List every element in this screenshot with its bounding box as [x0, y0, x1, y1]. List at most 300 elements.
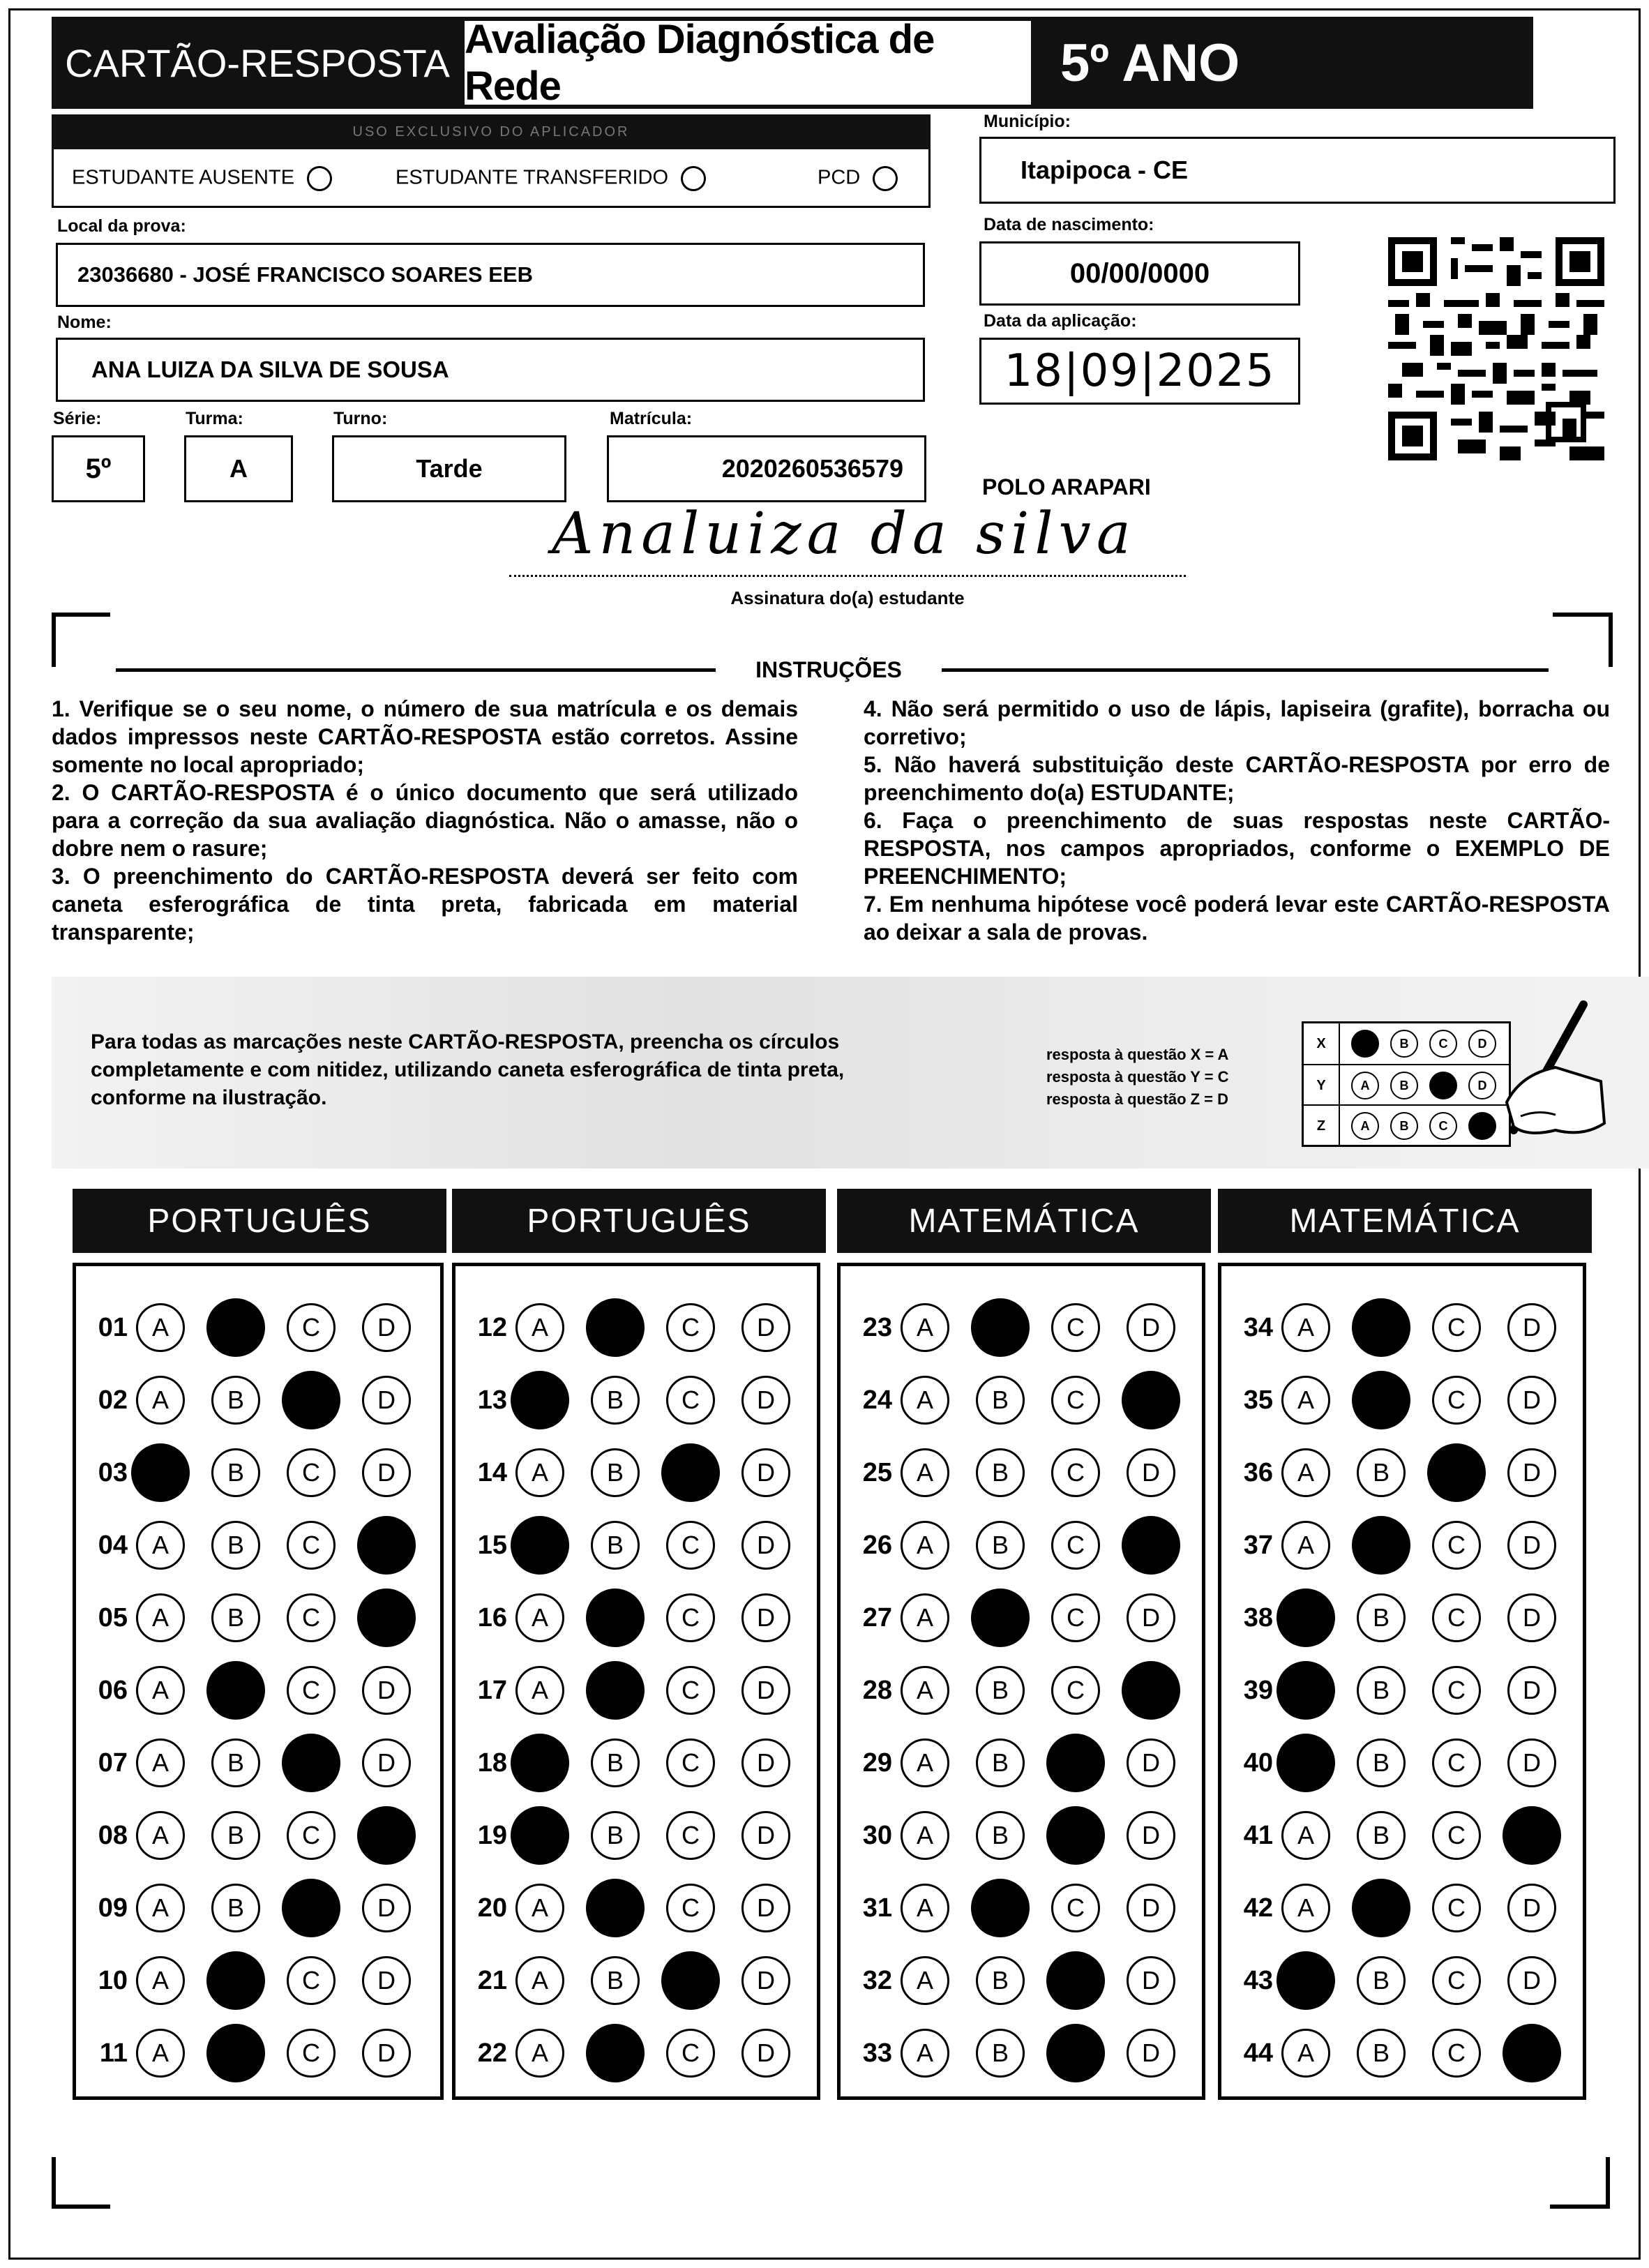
question-row [455, 1876, 790, 1940]
answer-bubble[interactable]: A [136, 1956, 185, 2005]
answer-bubble[interactable]: A [136, 1593, 185, 1642]
turma-label: Turma: [186, 409, 243, 428]
question-row [455, 1368, 790, 1432]
question-row [76, 1513, 411, 1577]
option-group [901, 1298, 1175, 1357]
option-group [901, 1589, 1175, 1647]
question-row [841, 1368, 1175, 1432]
app-date-field: 18|09|2025 [979, 338, 1300, 405]
answer-bubble-filled[interactable] [282, 1879, 340, 1937]
question-row [76, 1296, 411, 1360]
answer-bubble[interactable]: D [1507, 1448, 1556, 1497]
question-row [76, 2021, 411, 2085]
example-bubble: A [1351, 1072, 1379, 1099]
answer-bubble[interactable]: C [1432, 1376, 1481, 1425]
answer-bubble[interactable]: B [976, 1448, 1025, 1497]
question-row [1221, 2021, 1556, 2085]
question-number: 06 [98, 1675, 128, 1705]
answer-bubble[interactable]: C [666, 1884, 715, 1932]
answer-bubble[interactable]: D [362, 1956, 411, 2005]
answer-bubble[interactable]: A [901, 1956, 949, 2005]
answer-bubble[interactable]: C [1432, 1884, 1481, 1932]
answer-bubble[interactable]: D [1507, 1884, 1556, 1932]
answer-bubble[interactable]: C [287, 2029, 336, 2078]
answer-bubble[interactable]: D [1127, 1448, 1175, 1497]
answer-bubble[interactable]: A [901, 1811, 949, 1860]
answer-bubble[interactable]: A [515, 1303, 564, 1352]
example-bubble: D [1468, 1030, 1496, 1058]
answer-bubble-filled[interactable] [586, 2024, 645, 2082]
question-number: 26 [862, 1530, 892, 1560]
answer-bubble-filled[interactable] [511, 1806, 569, 1865]
answer-bubble-filled[interactable] [586, 1589, 645, 1647]
option-group [136, 1806, 411, 1865]
answer-bubble[interactable]: A [515, 1884, 564, 1932]
answer-bubble[interactable]: B [1357, 1956, 1406, 2005]
question-row [76, 1948, 411, 2013]
answer-bubble-filled[interactable] [206, 1298, 265, 1357]
question-number: 36 [1243, 1457, 1273, 1487]
example-question-letter: Z [1304, 1106, 1340, 1146]
option-group [901, 1806, 1175, 1865]
absent-checkbox[interactable] [307, 166, 332, 191]
option-group [901, 1734, 1175, 1792]
answer-bubble[interactable]: A [1281, 1521, 1330, 1570]
answer-bubble[interactable]: D [1507, 1593, 1556, 1642]
answer-bubble[interactable]: C [1051, 1376, 1100, 1425]
option-group [901, 1661, 1175, 1720]
signature-label: Assinatura do(a) estudante [730, 587, 965, 608]
question-row [76, 1441, 411, 1505]
turno-label: Turno: [333, 409, 388, 428]
answer-bubble[interactable]: D [1507, 1956, 1556, 2005]
answer-bubble[interactable]: C [1432, 1521, 1481, 1570]
answer-column [73, 1263, 444, 2100]
answer-bubble[interactable]: C [1432, 1303, 1481, 1352]
answer-bubble-filled[interactable] [1122, 1516, 1180, 1575]
instruction-item: 1. Verifique se o seu nome, o número de sua matrícula e os demais dados impressos neste CARTÃO-RESPOSTA estão corretos. Assine somente no local apropriado; [52, 696, 798, 777]
answer-bubble[interactable]: A [515, 1448, 564, 1497]
answer-bubble[interactable]: A [136, 1738, 185, 1787]
answer-bubble[interactable]: D [362, 1448, 411, 1497]
birth-field: 00/00/0000 [979, 241, 1300, 306]
answer-bubble[interactable]: A [901, 1666, 949, 1715]
question-number: 09 [98, 1893, 128, 1923]
answer-bubble[interactable]: A [136, 2029, 185, 2078]
answer-bubble[interactable]: C [1051, 1448, 1100, 1497]
answer-bubble-filled[interactable] [1046, 1734, 1105, 1792]
instructions-left [52, 695, 798, 946]
answer-bubble[interactable]: D [741, 1448, 790, 1497]
answer-bubble-filled[interactable] [1352, 1516, 1410, 1575]
answer-bubble[interactable]: D [1127, 1956, 1175, 2005]
answer-bubble[interactable]: C [666, 1593, 715, 1642]
instructions-rule-right [942, 668, 1549, 672]
question-row [76, 1731, 411, 1795]
answer-bubble[interactable]: D [741, 1884, 790, 1932]
answer-bubble[interactable]: D [362, 1376, 411, 1425]
answer-bubble[interactable]: A [901, 2029, 949, 2078]
answer-bubble[interactable]: C [666, 1738, 715, 1787]
option-group [515, 1879, 790, 1937]
answer-bubble-filled[interactable] [282, 1734, 340, 1792]
answer-bubble[interactable]: C [287, 1593, 336, 1642]
question-number: 21 [477, 1965, 507, 1995]
answer-bubble[interactable]: C [287, 1956, 336, 2005]
question-number: 33 [862, 2038, 892, 2068]
example-bubble-filled [1429, 1072, 1457, 1099]
answer-bubble[interactable]: D [741, 1376, 790, 1425]
option-group [901, 1879, 1175, 1937]
answer-bubble[interactable]: C [1051, 1666, 1100, 1715]
question-number: 08 [98, 1820, 128, 1850]
question-row [841, 1513, 1175, 1577]
answer-bubble-filled[interactable] [357, 1589, 416, 1647]
answer-bubble-filled[interactable] [586, 1879, 645, 1937]
answer-bubble[interactable]: B [211, 1521, 260, 1570]
question-number: 12 [477, 1312, 507, 1342]
exam-title: Avaliação Diagnóstica de Rede [465, 21, 1031, 105]
answer-bubble-filled[interactable] [661, 1951, 720, 2010]
subject-header: PORTUGUÊS [73, 1189, 446, 1253]
answer-bubble-filled[interactable] [1352, 1371, 1410, 1429]
corner-mark-bottom-left [52, 2157, 110, 2209]
answer-bubble-filled[interactable] [971, 1589, 1030, 1647]
answer-bubble[interactable]: D [1507, 1738, 1556, 1787]
answer-bubble-filled[interactable] [206, 1951, 265, 2010]
answer-bubble[interactable]: C [287, 1521, 336, 1570]
question-row [76, 1368, 411, 1432]
example-row [1304, 1104, 1509, 1146]
answer-bubble-filled[interactable] [586, 1298, 645, 1357]
pcd-label: PCD [818, 166, 861, 189]
answer-bubble-filled[interactable] [586, 1661, 645, 1720]
card-title: CARTÃO-RESPOSTA [65, 40, 450, 85]
serie-label: Série: [53, 409, 102, 428]
answer-bubble[interactable]: D [362, 1738, 411, 1787]
answer-bubble[interactable]: D [1127, 1303, 1175, 1352]
answer-bubble[interactable]: C [1432, 1593, 1481, 1642]
example-legend-item: resposta à questão Y = C [1046, 1068, 1229, 1086]
answer-bubble[interactable]: A [136, 1303, 185, 1352]
question-number: 43 [1243, 1965, 1273, 1995]
app-date-label: Data da aplicação: [984, 311, 1137, 331]
transferred-checkbox[interactable] [681, 166, 706, 191]
answer-bubble[interactable]: B [976, 1521, 1025, 1570]
question-row [455, 1586, 790, 1650]
answer-bubble[interactable]: A [136, 1811, 185, 1860]
answer-bubble[interactable]: B [1357, 1448, 1406, 1497]
option-group [1281, 1951, 1556, 2010]
answer-bubble[interactable]: C [1432, 1956, 1481, 2005]
answer-bubble[interactable]: D [741, 1738, 790, 1787]
option-group [136, 1371, 411, 1429]
answer-bubble[interactable]: D [741, 2029, 790, 2078]
corner-mark-bottom-right [1550, 2157, 1610, 2209]
example-text: Para todas as marcações neste CARTÃO-RESPOSTA, preencha os círculos completamente e com nitidez, utilizando caneta esferográfica de tinta preta, conforme na ilustração. [91, 1030, 845, 1109]
answer-bubble[interactable]: B [1357, 2029, 1406, 2078]
answer-bubble[interactable]: C [287, 1666, 336, 1715]
answer-bubble-filled[interactable] [1122, 1661, 1180, 1720]
question-row [76, 1658, 411, 1722]
answer-bubble[interactable]: A [901, 1738, 949, 1787]
question-row [455, 1731, 790, 1795]
option-group [515, 1734, 790, 1792]
answer-bubble[interactable]: A [1281, 1884, 1330, 1932]
answer-bubble[interactable]: A [136, 1884, 185, 1932]
answer-bubble-filled[interactable] [357, 1516, 416, 1575]
question-number: 18 [477, 1748, 507, 1778]
question-row [455, 1948, 790, 2013]
instruction-item: 5. Não haverá substituição deste CARTÃO-RESPOSTA por erro de preenchimento do(a) ESTUDANTE; [864, 752, 1610, 805]
answer-bubble[interactable]: B [591, 1376, 640, 1425]
instruction-item: 7. Em nenhuma hipótese você poderá levar este CARTÃO-RESPOSTA ao deixar a sala de provas. [864, 892, 1610, 945]
answer-bubble[interactable]: D [1127, 2029, 1175, 2078]
question-number: 38 [1243, 1602, 1273, 1632]
grade-label: 5º ANO [1060, 33, 1240, 93]
answer-bubble-filled[interactable] [1046, 2024, 1105, 2082]
question-number: 20 [477, 1893, 507, 1923]
option-group [515, 1516, 790, 1575]
answer-bubble-filled[interactable] [1427, 1443, 1486, 1502]
answer-bubble-filled[interactable] [971, 1879, 1030, 1937]
answer-bubble[interactable]: A [901, 1884, 949, 1932]
question-row [841, 1441, 1175, 1505]
answer-bubble[interactable]: A [136, 1666, 185, 1715]
answer-bubble[interactable]: C [666, 1811, 715, 1860]
option-group [515, 1806, 790, 1865]
answer-bubble[interactable]: C [666, 2029, 715, 2078]
answer-bubble-filled[interactable] [1046, 1806, 1105, 1865]
answer-bubble[interactable]: C [1051, 1884, 1100, 1932]
answer-bubble[interactable]: B [591, 1811, 640, 1860]
instruction-item: 2. O CARTÃO-RESPOSTA é o único documento que será utilizado para a correção da sua avaliação diagnóstica. Não o amasse, não o dobre nem o rasure; [52, 780, 798, 861]
option-group [136, 2024, 411, 2082]
option-group [1281, 1516, 1556, 1575]
answer-bubble[interactable]: B [1357, 1593, 1406, 1642]
question-number: 04 [98, 1530, 128, 1560]
answer-bubble[interactable]: C [666, 1666, 715, 1715]
answer-bubble-filled[interactable] [357, 1806, 416, 1865]
answer-bubble-filled[interactable] [511, 1734, 569, 1792]
question-number: 10 [98, 1965, 128, 1995]
example-bubble: B [1390, 1112, 1418, 1140]
answer-bubble[interactable]: D [362, 2029, 411, 2078]
subject-header: MATEMÁTICA [837, 1189, 1211, 1253]
answer-bubble[interactable]: B [211, 1811, 260, 1860]
question-number: 03 [98, 1457, 128, 1487]
answer-bubble[interactable]: A [136, 1521, 185, 1570]
answer-bubble[interactable]: A [901, 1593, 949, 1642]
answer-bubble[interactable]: D [1507, 1521, 1556, 1570]
answer-bubble-filled[interactable] [1277, 1951, 1335, 2010]
question-row [455, 2021, 790, 2085]
answer-bubble[interactable]: A [1281, 1303, 1330, 1352]
question-number: 14 [477, 1457, 507, 1487]
answer-bubble[interactable]: D [741, 1811, 790, 1860]
answer-bubble-filled[interactable] [1277, 1661, 1335, 1720]
answer-bubble[interactable]: A [515, 2029, 564, 2078]
example-row [1304, 1023, 1509, 1064]
answer-bubble[interactable]: A [515, 1666, 564, 1715]
answer-bubble[interactable]: C [1432, 1738, 1481, 1787]
corner-mark-top-left [52, 613, 110, 667]
answer-bubble-filled[interactable] [282, 1371, 340, 1429]
answer-bubble[interactable]: B [211, 1376, 260, 1425]
answer-bubble[interactable]: C [1051, 1593, 1100, 1642]
answer-bubble[interactable]: C [1432, 1666, 1481, 1715]
answer-column [1218, 1263, 1586, 2100]
answer-bubble[interactable]: D [362, 1303, 411, 1352]
option-group [515, 1371, 790, 1429]
answer-bubble[interactable]: B [591, 1448, 640, 1497]
question-row [1221, 1513, 1556, 1577]
option-group [515, 1589, 790, 1647]
question-row [1221, 1368, 1556, 1432]
answer-bubble[interactable]: D [741, 1593, 790, 1642]
answer-bubble[interactable]: A [515, 1593, 564, 1642]
answer-bubble[interactable]: D [1507, 1666, 1556, 1715]
answer-bubble[interactable]: A [901, 1521, 949, 1570]
answer-bubble-filled[interactable] [1277, 1589, 1335, 1647]
answer-bubble[interactable]: A [901, 1448, 949, 1497]
example-legend [1046, 1044, 1283, 1111]
option-group [136, 1443, 411, 1502]
question-row [1221, 1731, 1556, 1795]
question-number: 15 [477, 1530, 507, 1560]
answer-bubble[interactable]: B [976, 1666, 1025, 1715]
answer-bubble[interactable]: A [1281, 1376, 1330, 1425]
answer-bubble[interactable]: B [1357, 1666, 1406, 1715]
answer-bubble[interactable]: C [1051, 1303, 1100, 1352]
signature-line [509, 575, 1186, 577]
example-bubble: D [1468, 1072, 1496, 1099]
answer-bubble-filled[interactable] [511, 1516, 569, 1575]
answer-bubble[interactable]: B [591, 1738, 640, 1787]
question-row [76, 1876, 411, 1940]
answer-bubble[interactable]: B [211, 1738, 260, 1787]
answer-bubble-filled[interactable] [661, 1443, 720, 1502]
option-group [136, 1589, 411, 1647]
answer-bubble[interactable]: A [1281, 1811, 1330, 1860]
answer-bubble[interactable]: A [136, 1376, 185, 1425]
answer-bubble[interactable]: A [901, 1303, 949, 1352]
answer-bubble-filled[interactable] [1503, 1806, 1561, 1865]
answer-bubble[interactable]: B [211, 1593, 260, 1642]
question-number: 31 [862, 1893, 892, 1923]
answer-bubble[interactable]: D [362, 1884, 411, 1932]
example-legend-item: resposta à questão Z = D [1046, 1090, 1229, 1108]
answer-bubble-filled[interactable] [1046, 1951, 1105, 2010]
answer-bubble[interactable]: B [976, 1956, 1025, 2005]
subject-header: MATEMÁTICA [1218, 1189, 1592, 1253]
answer-bubble[interactable]: D [1127, 1738, 1175, 1787]
answer-bubble-filled[interactable] [971, 1298, 1030, 1357]
answer-bubble[interactable]: A [515, 1956, 564, 2005]
answer-bubble[interactable]: C [666, 1376, 715, 1425]
answer-bubble[interactable]: D [362, 1666, 411, 1715]
corner-mark-top-right [1553, 613, 1613, 667]
answer-column [837, 1263, 1205, 2100]
answer-bubble[interactable]: B [1357, 1738, 1406, 1787]
question-row [1221, 1586, 1556, 1650]
answer-bubble[interactable]: C [1051, 1521, 1100, 1570]
answer-bubble[interactable]: C [666, 1303, 715, 1352]
answer-bubble[interactable]: D [1507, 1376, 1556, 1425]
example-bubble: B [1390, 1072, 1418, 1099]
question-number: 39 [1243, 1675, 1273, 1705]
answer-bubble[interactable]: B [976, 1376, 1025, 1425]
option-group [1281, 1371, 1556, 1429]
instruction-item: 4. Não será permitido o uso de lápis, lapiseira (grafite), borracha ou corretivo; [864, 696, 1610, 749]
answer-bubble[interactable]: C [287, 1448, 336, 1497]
answer-bubble[interactable]: B [976, 1738, 1025, 1787]
answer-bubble[interactable]: B [591, 1956, 640, 2005]
answer-bubble[interactable]: C [287, 1303, 336, 1352]
option-group [515, 2024, 790, 2082]
turma-field: A [184, 435, 293, 502]
question-row [455, 1658, 790, 1722]
answer-bubble[interactable]: C [287, 1811, 336, 1860]
answer-bubble-filled[interactable] [206, 1661, 265, 1720]
answer-bubble[interactable]: A [1281, 2029, 1330, 2078]
answer-bubble-filled[interactable] [1277, 1734, 1335, 1792]
answer-bubble-filled[interactable] [1503, 2024, 1561, 2082]
instructions-rule-left [116, 668, 716, 672]
answer-bubble[interactable]: B [591, 1521, 640, 1570]
answer-bubble-filled[interactable] [1122, 1371, 1180, 1429]
answer-bubble-filled[interactable] [206, 2024, 265, 2082]
example-question-letter: Y [1304, 1065, 1340, 1106]
answer-bubble[interactable]: C [1432, 2029, 1481, 2078]
answer-bubble-filled[interactable] [131, 1443, 190, 1502]
answer-bubble-filled[interactable] [1352, 1879, 1410, 1937]
answer-bubble[interactable]: A [901, 1376, 949, 1425]
applicator-box [52, 149, 931, 208]
question-row [841, 2021, 1175, 2085]
answer-bubble[interactable]: D [1127, 1884, 1175, 1932]
answer-bubble[interactable]: D [741, 1956, 790, 2005]
answer-bubble[interactable]: B [1357, 1811, 1406, 1860]
answer-bubble-filled[interactable] [1352, 1298, 1410, 1357]
pcd-checkbox[interactable] [873, 166, 898, 191]
option-group [1281, 1589, 1556, 1647]
answer-bubble[interactable]: A [1281, 1448, 1330, 1497]
question-row [841, 1731, 1175, 1795]
option-group [136, 1951, 411, 2010]
answer-bubble[interactable]: D [741, 1521, 790, 1570]
answer-bubble[interactable]: B [976, 2029, 1025, 2078]
answer-bubble-filled[interactable] [511, 1371, 569, 1429]
answer-bubble[interactable]: C [666, 1521, 715, 1570]
instruction-item: 6. Faça o preenchimento de suas respostas neste CARTÃO-RESPOSTA, nos campos apropriados, conforme o EXEMPLO DE PREENCHIMENTO; [864, 808, 1610, 889]
answer-bubble[interactable]: D [1507, 1303, 1556, 1352]
qr-code [1388, 237, 1604, 460]
answer-bubble[interactable]: D [1127, 1593, 1175, 1642]
question-row [455, 1803, 790, 1868]
example-bubble-filled [1351, 1030, 1379, 1058]
answer-bubble[interactable]: D [741, 1666, 790, 1715]
answer-bubble[interactable]: C [1432, 1811, 1481, 1860]
answer-bubble[interactable]: D [1127, 1811, 1175, 1860]
answer-bubble[interactable]: B [211, 1884, 260, 1932]
answer-bubble[interactable]: B [976, 1811, 1025, 1860]
question-number: 02 [98, 1385, 128, 1415]
answer-bubble[interactable]: D [741, 1303, 790, 1352]
question-row [1221, 1876, 1556, 1940]
answer-bubble[interactable]: B [211, 1448, 260, 1497]
example-bubble: C [1429, 1112, 1457, 1140]
